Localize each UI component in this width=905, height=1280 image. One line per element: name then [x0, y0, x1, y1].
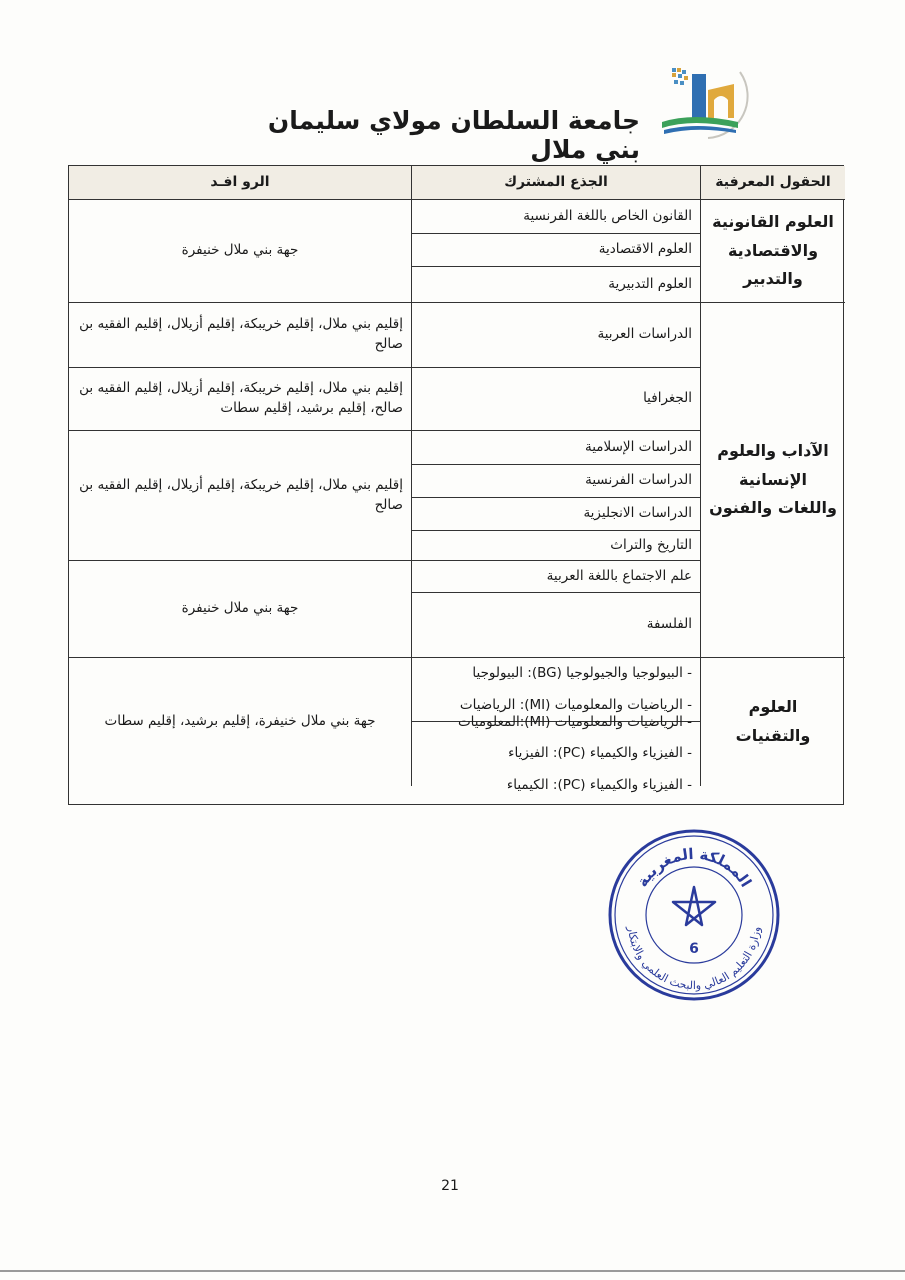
header-feeders: الرو افـد — [69, 166, 412, 200]
common-core-cell: الدراسات الانجليزية — [412, 498, 701, 531]
feeder-cell: إقليم بني ملال، إقليم خريبكة، إقليم أزيلال، إقليم الفقيه بن صالح — [69, 431, 412, 561]
field-law-economics: العلوم القانونية والاقتصادية والتدبير — [701, 200, 845, 303]
bottom-divider — [0, 1270, 905, 1272]
common-core-cell: الجغرافيا — [412, 368, 701, 431]
common-core-cell: الدراسات الإسلامية — [412, 431, 701, 465]
common-core-cell: الدراسات العربية — [412, 303, 701, 368]
stamp-bottom-text: وزارة التعليم العالي والبحث العلمي والابتكار — [625, 925, 763, 993]
field-letters-humanities: الآداب والعلوم الإنسانية واللغات والفنون — [701, 303, 845, 658]
star-icon — [673, 887, 715, 925]
common-core-cell: العلوم التدبيرية — [412, 267, 701, 303]
science-core-item: - الرياضيات والمعلوميات (MI):المعلوميات — [457, 713, 692, 730]
common-core-cell: الفلسفة — [412, 593, 701, 658]
field-science-tech: العلوم والتقنيات — [735, 697, 811, 745]
common-core-cell: القانون الخاص باللغة الفرنسية — [412, 200, 701, 234]
common-core-cell: العلوم الاقتصادية — [412, 234, 701, 267]
header-fields: الحقول المعرفية — [701, 166, 845, 200]
header-common-core: الجذع المشترك — [412, 166, 701, 200]
official-seal-icon — [604, 825, 784, 1005]
feeder-cell: إقليم بني ملال، إقليم خريبكة، إقليم أزيلال، إقليم الفقيه بن صالح — [69, 303, 412, 368]
common-core-cell: التاريخ والتراث — [412, 531, 701, 561]
page-number: 21 — [441, 1178, 459, 1194]
common-core-cell: الدراسات الفرنسية — [412, 465, 701, 498]
feeder-cell: جهة بني ملال خنيفرة، إقليم برشيد، إقليم سطات — [69, 658, 412, 786]
feeders-table — [68, 165, 844, 805]
feeder-cell: إقليم بني ملال، إقليم خريبكة، إقليم أزيلال، إقليم الفقيه بن صالح، إقليم برشيد، إقليم سطات — [69, 368, 412, 431]
common-core-cell: علم الاجتماع باللغة العربية — [412, 561, 701, 593]
science-core-group — [412, 713, 701, 793]
science-core-item: - الفيزياء والكيمياء (PC): الكيمياء — [506, 776, 692, 793]
science-core-item: - الفيزياء والكيمياء (PC): الفيزياء — [508, 745, 692, 762]
stamp-top-text: المملكة المغربية — [633, 844, 756, 891]
science-core-item: - الرياضيات والمعلوميات (MI): الرياضيات — [459, 696, 692, 713]
page-title: جامعة السلطان مولاي سليمان بني ملال — [267, 106, 640, 164]
stamp-number: 6 — [689, 941, 699, 957]
feeder-cell: جهة بني ملال خنيفرة — [69, 561, 412, 658]
science-core-item: - البيولوجيا والجيولوجيا (BG): البيولوجيا — [472, 664, 692, 681]
university-logo-icon — [648, 62, 748, 142]
feeder-cell: جهة بني ملال خنيفرة — [69, 200, 412, 303]
